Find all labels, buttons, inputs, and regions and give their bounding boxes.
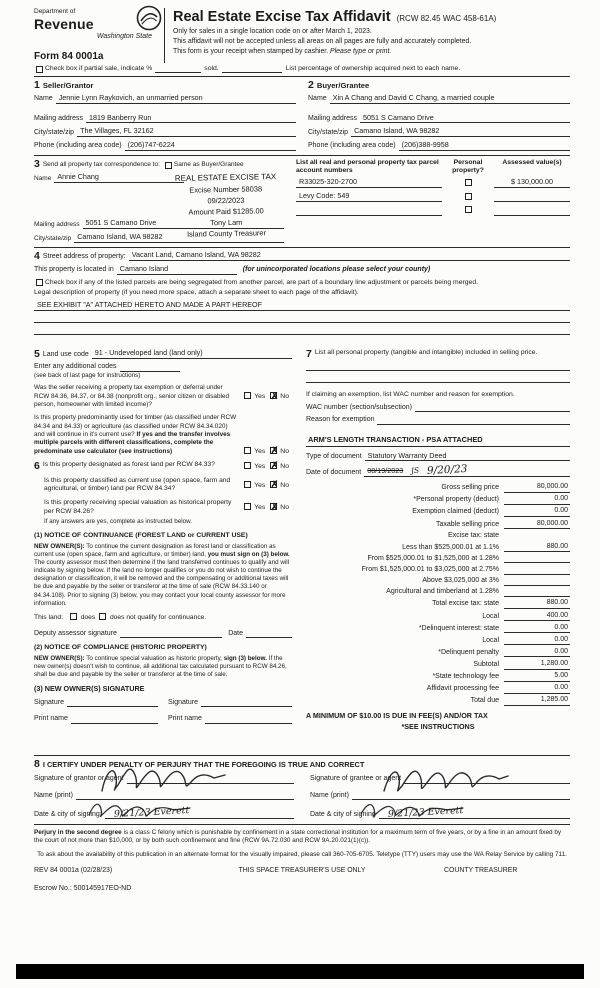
- taxable-selling-price-value[interactable]: 80,000.00: [504, 520, 570, 530]
- tier1-tax-value[interactable]: 880.00: [504, 543, 570, 553]
- buyer-name-label: Name: [308, 94, 327, 102]
- section-2-number: 2: [308, 79, 314, 92]
- reason-exemption-label: Reason for exemption: [306, 416, 375, 424]
- personal-property-checkbox-3[interactable]: [465, 206, 472, 213]
- street-address-field[interactable]: Vacant Land, Camano Island, WA 98282: [129, 251, 570, 261]
- treasurer-use-only-label: THIS SPACE TREASURER'S USE ONLY: [238, 867, 366, 875]
- agricultural-timberland-row: Agricultural and timberland at 1.28%: [306, 588, 570, 597]
- seller-name-field[interactable]: Jennie Lynn Raykovich, an unmarried person: [56, 94, 296, 104]
- total-excise-state-value[interactable]: 880.00: [504, 599, 570, 609]
- sold-label: sold.: [204, 64, 219, 72]
- corrected-document-date: 9/20/23: [427, 463, 469, 478]
- owner-signature-field-1[interactable]: [67, 699, 158, 708]
- certify-title: I CERTIFY UNDER PENALTY OF PERJURY THAT THE FOREGOING IS TRUE AND CORRECT: [42, 760, 365, 770]
- s6q2-no-checkbox[interactable]: [270, 481, 277, 488]
- legal-description-blank-line-2[interactable]: [34, 323, 570, 335]
- state-technology-fee-row: *State technology fee 5.00: [432, 672, 568, 681]
- deputy-date-field[interactable]: [246, 630, 292, 639]
- assessed-values-header: Assessed value(s): [502, 158, 562, 166]
- owner-signature-field-2[interactable]: [201, 699, 292, 708]
- grantee-date-handwriting: 9/21/23 Everett: [387, 805, 464, 821]
- correspondence-left: [34, 159, 284, 243]
- s5q2-no-checkbox[interactable]: [270, 447, 277, 454]
- perjury-statement: Perjury in the second degree is a class C felony which is punishable by confinement in a state correctional institution for a maximum term of five years, or by a fine in an amount fixed by the court of not more than $10,000, or by both such confinement and fine (RCW 9A.72.030 and RCW 9A.20.021(1)(c)).: [34, 829, 562, 845]
- answers-yes-note: If any answers are yes, complete as instructed below.: [44, 518, 192, 526]
- buyer-section: [308, 80, 570, 151]
- exemption-claimed-value[interactable]: 0.00: [504, 507, 570, 517]
- type-of-document-label: Type of document: [306, 452, 362, 460]
- subtotal-value[interactable]: 1,280.00: [504, 660, 570, 670]
- owner-signature-label-1: Signature: [34, 698, 64, 706]
- assessed-value-1-field[interactable]: $ 130,000.00: [494, 178, 570, 188]
- additional-codes-note: (see back of last page for instructions): [34, 371, 141, 379]
- rcw-reference: (RCW 82.45 WAC 458-61A): [396, 14, 497, 23]
- s6q1-no-checkbox[interactable]: [270, 462, 277, 469]
- property-location-section: [34, 251, 570, 335]
- section-1-number: 1: [34, 79, 40, 92]
- corr-name-label: Name: [34, 175, 52, 183]
- county-note: (for unincorporated locations please select your county): [242, 266, 431, 274]
- send-correspondence-label: Send all property tax correspondence to:: [42, 161, 160, 169]
- grantor-date-handwriting: 9/21/23 Everett: [113, 805, 190, 821]
- parcel-row-1: [296, 178, 570, 188]
- gross-selling-price-value[interactable]: 80,000.00: [504, 483, 570, 493]
- seller-phone-field[interactable]: (206)747-6224: [125, 141, 296, 151]
- subtotal-row: Subtotal 1,280.00: [473, 660, 568, 669]
- parcel-2-field[interactable]: Levy Code: 549: [296, 192, 442, 202]
- buyer-phone-label: Phone (including area code): [308, 142, 396, 150]
- ownership-note: List percentage of ownership acquired next to each name.: [285, 64, 461, 72]
- header-note-3: This form is your receipt when stamped by cashier. Please type or print.: [173, 48, 392, 56]
- located-in-field[interactable]: Camano Island: [117, 265, 237, 275]
- total-excise-state-row: Total excise tax: state 880.00: [432, 599, 568, 608]
- additional-codes-label: Enter any additional codes: [34, 363, 117, 371]
- owner-print-label-1: Print name: [34, 715, 68, 723]
- seller-addr-label: Mailing address: [34, 114, 84, 122]
- tier2-tax-value[interactable]: [504, 555, 570, 564]
- grantee-name-field[interactable]: [352, 792, 570, 801]
- deputy-date-label: Date: [228, 629, 243, 637]
- tier1-rate-row: Less than $525,000.01 at 1.1% 880.00: [402, 542, 568, 551]
- located-in-label: This property is located in: [34, 266, 114, 274]
- buyer-phone-field[interactable]: (206)388-9958: [399, 141, 570, 151]
- delinquent-penalty-row: *Delinquent penalty 0.00: [438, 647, 568, 656]
- form-number: Form 84 0001a: [34, 50, 104, 62]
- owner-print-field-2[interactable]: [205, 715, 292, 724]
- notice-of-compliance-text: NEW OWNER(S): To continue special valuation as historic property, sign (3) below. If the new owner(s) doesn't wish to continue, all additional tax calculated pursuant to RCW 84.26, shall be due and payable by the seller or transferor at the time of sale.: [34, 654, 287, 678]
- s6q1-yes-checkbox[interactable]: [244, 462, 251, 469]
- buyer-city-label: City/state/zip: [308, 128, 349, 136]
- notice-of-compliance-title: (2) NOTICE OF COMPLIANCE (HISTORIC PROPERTY): [34, 644, 207, 652]
- section-3-number: 3: [34, 157, 40, 170]
- corr-city-field[interactable]: Camano Island, WA 98282: [74, 233, 284, 243]
- grantee-signature-label: Signature of grantee or agent: [310, 775, 402, 783]
- delinquent-interest-local-row: Local 0.00: [482, 635, 568, 644]
- state-technology-fee-value[interactable]: 5.00: [504, 672, 570, 682]
- segregated-checkbox[interactable]: [36, 279, 43, 286]
- footer-row: [34, 867, 570, 875]
- exemption-note: If claiming an exemption, list WAC number and reason for exemption.: [306, 391, 515, 399]
- legal-description-blank-line-1[interactable]: [34, 311, 570, 323]
- title-block: [173, 8, 570, 63]
- affidavit-processing-fee-value[interactable]: 0.00: [504, 684, 570, 694]
- grantor-date-field[interactable]: [105, 805, 294, 821]
- new-owners-signature-title: (3) NEW OWNER(S) SIGNATURE: [34, 684, 145, 694]
- section-7-number: 7: [306, 347, 312, 360]
- legal-description-field[interactable]: SEE EXHIBIT "A" ATTACHED HERETO AND MADE A PART HEREOF: [34, 301, 570, 311]
- parcel-row-2: [296, 192, 570, 202]
- middle-columns: [34, 349, 570, 751]
- form-title: Real Estate Excise Tax Affidavit: [173, 9, 391, 25]
- land-use-code-field[interactable]: 91 - Undeveloped land (land only): [92, 349, 292, 359]
- parcel-table: [296, 159, 570, 243]
- grantee-certify-cell: [310, 775, 570, 819]
- excise-tax-state-header-row: Excise tax: state: [448, 531, 499, 539]
- amounts-table: [306, 483, 570, 706]
- tier4-tax-value[interactable]: [504, 577, 570, 586]
- wac-number-label: WAC number (section/subsection): [306, 403, 412, 411]
- section-5-number: 5: [34, 347, 40, 360]
- buyer-addr-field[interactable]: 5051 S Camano Drive: [360, 114, 570, 124]
- grantor-name-field[interactable]: [76, 792, 294, 801]
- assessed-value-2-field[interactable]: [494, 194, 570, 203]
- total-due-row: Total due 1,285.00: [470, 696, 568, 705]
- county-treasurer-label: COUNTY TREASURER: [444, 867, 518, 875]
- scan-artifact-bar: [16, 964, 584, 979]
- parcel-1-field[interactable]: R33025-320-2700: [296, 178, 442, 188]
- corr-addr-label: Mailing address: [34, 220, 80, 228]
- form-header: [34, 8, 570, 63]
- seller-section: [34, 80, 296, 151]
- seller-city-field[interactable]: The Villages, FL 32162: [77, 127, 296, 137]
- header-note-2: This affidavit will not be accepted unless all areas on all pages are fully and accurately completed.: [173, 38, 472, 46]
- grantee-signature-field[interactable]: [404, 775, 570, 784]
- continuance-qualify-row: This land: does does not qualify for continuance.: [34, 613, 207, 621]
- buyer-title: Buyer/Grantee: [316, 81, 370, 91]
- does-not-checkbox[interactable]: [99, 613, 106, 620]
- reason-exemption-field[interactable]: [377, 416, 570, 425]
- s5q1-no-checkbox[interactable]: [270, 392, 277, 399]
- rev-number: REV 84 0001a (02/28/23): [34, 867, 113, 875]
- dept-of-label: Department of: [34, 8, 76, 15]
- wac-number-field[interactable]: [415, 404, 570, 413]
- section-6-number: 6: [34, 460, 40, 473]
- historic-property-question: Is this property receiving special valuation as historical property per RCW 84.26? Yes ✗ No: [34, 499, 292, 516]
- deputy-assessor-signature-field[interactable]: [120, 630, 222, 639]
- minimum-due-note: A MINIMUM OF $10.00 IS DUE IN FEE(S) AND/OR TAX: [306, 710, 488, 720]
- personal-property-checkbox-1[interactable]: [465, 179, 472, 186]
- grantor-date-label: Date & city of signing:: [34, 810, 102, 818]
- date-of-document-label: Date of document: [306, 468, 362, 476]
- washington-state-label: Washington State: [96, 33, 152, 40]
- parcel-numbers-header: List all real and personal property tax parcel account numbers: [296, 158, 439, 174]
- seller-name-label: Name: [34, 94, 53, 102]
- s6q2-yes-checkbox[interactable]: [244, 481, 251, 488]
- type-of-document-field[interactable]: Statutory Warranty Deed: [365, 452, 570, 462]
- s6q3-yes-checkbox[interactable]: [244, 503, 251, 510]
- escrow-number: Escrow No.: 500145917EO-ND: [34, 885, 132, 893]
- seller-city-label: City/state/zip: [34, 128, 75, 136]
- dor-logo-block: [34, 8, 156, 63]
- same-as-buyer-label: Same as Buyer/Grantee: [173, 161, 244, 169]
- owner-print-label-2: Print name: [168, 715, 202, 723]
- street-address-label: Street address of property:: [42, 252, 126, 260]
- grantee-name-label: Name (print): [310, 791, 349, 799]
- notice-of-continuance-title: (1) NOTICE OF CONTINUANCE (FOREST LAND or CURRENT USE): [34, 532, 248, 540]
- legal-description-label: Legal description of property (if you need more space, attach a separate sheet to each page of the affidavit).: [34, 289, 359, 297]
- grantee-date-label: Date & city of signing: [310, 810, 376, 818]
- buyer-addr-label: Mailing address: [308, 114, 358, 122]
- notice-of-continuance-text: NEW OWNER(S): To continue the current designation as forest land or classification as current use (open space, farm and agriculture, or timber) land, you must sign on (3) below. The county assessor must then determine if the land transferred continues to qualify and will indicate by signing below. If the land no longer qualifies or you do not wish to continue the designation or classification, it will be removed and the compensating or additional taxes will be due and payable by the seller or transferor at the time of sale (RCW 84.33.140 or 84.34.108). Prior to signing (3) below, you may contact your local county assessor for more information.: [34, 542, 290, 607]
- taxable-selling-price-row: Taxable selling price 80,000.00: [435, 519, 568, 528]
- segregated-text: Check box if any of the listed parcels are being segregated from another parcel, are part of a boundary line adjustment or parcels being merged.: [45, 278, 478, 286]
- corr-city-label: City/state/zip: [34, 234, 72, 242]
- buyer-city-field[interactable]: Camano Island, WA 98282: [351, 127, 570, 137]
- additional-codes-field[interactable]: [120, 363, 180, 372]
- correction-initials: JS: [410, 465, 420, 476]
- timber-agriculture-question: Is this property predominantly used for timber (as classified under RCW 84.34 and 84.33) or agriculture (as classified under RCW 84.34.020) and will continue in it's current use? If yes and the transfer involves multiple parcels with different classifications, complete the predominate use calculator (see instructions) Yes ✗ No: [34, 414, 292, 456]
- ownership-percent-field[interactable]: [222, 65, 282, 74]
- exemption-claimed-row: Exemption claimed (deduct) 0.00: [412, 507, 568, 516]
- parties-section: [34, 80, 570, 151]
- delinquent-penalty-value[interactable]: 0.00: [504, 648, 570, 658]
- seller-title: Seller/Grantor: [42, 81, 94, 91]
- header-divider: [164, 8, 165, 63]
- forest-land-question: 6 Is this property designated as forest land per RCW 84.33? Yes ✗ No: [34, 461, 292, 472]
- assessed-value-3-field[interactable]: [494, 207, 570, 216]
- tier2-rate-row: From $525,000.01 to $1,525,000 at 1.28%: [306, 555, 570, 564]
- deputy-assessor-label: Deputy assessor signature: [34, 629, 117, 637]
- alternate-format-note: To ask about the availability of this publication in an alternate format for the visually impaired, please call 360-705-6705. Teletype (TTY) users may use the WA Relay Service by calling 711.: [37, 850, 567, 858]
- affidavit-processing-fee-row: Affidavit processing fee 0.00: [426, 684, 568, 693]
- personal-property-blank-line-2[interactable]: [306, 371, 570, 383]
- gross-selling-price-row: Gross selling price 80,000.00: [441, 483, 568, 492]
- delinquent-interest-state-value[interactable]: 0.00: [504, 624, 570, 634]
- tier3-rate-row: From $1,525,000.01 to $3,025,000 at 2.75%: [306, 566, 570, 575]
- current-use-question: Is this property classified as current use (open space, farm and agricultural, or timber) land per RCW 84.34? Yes ✗ No: [34, 477, 292, 494]
- parcel-3-field[interactable]: [296, 207, 442, 216]
- personal-property-deduct-row: *Personal property (deduct) 0.00: [413, 495, 568, 504]
- tier3-tax-value[interactable]: [504, 566, 570, 575]
- date-of-document-field[interactable]: [364, 465, 570, 477]
- treasurer-excise-stamp: REAL ESTATE EXCISE TAX Excise Number 58038 09/22/2023 Amount Paid $1285.00 Tony Lam Island County Treasurer: [174, 171, 277, 239]
- left-column: [34, 349, 292, 751]
- same-as-buyer-checkbox[interactable]: [165, 162, 172, 169]
- seller-addr-field[interactable]: 1819 Banberry Run: [86, 114, 296, 124]
- section-8-number: 8: [34, 757, 40, 770]
- owner-print-field-1[interactable]: [71, 715, 158, 724]
- land-use-code-label: Land use code: [42, 350, 89, 358]
- personal-property-blank-line-1[interactable]: [306, 359, 570, 371]
- dor-logo-icon: [136, 5, 162, 35]
- grantor-signature-field[interactable]: [127, 775, 294, 784]
- personal-property-intro: List all personal property (tangible and intangible) included in selling price.: [314, 348, 538, 356]
- grantor-certify-cell: [34, 775, 294, 819]
- certification-section: [34, 759, 570, 819]
- seller-phone-label: Phone (including area code): [34, 142, 122, 150]
- s5q1-yes-checkbox[interactable]: [244, 392, 251, 399]
- s6q3-no-checkbox[interactable]: [270, 503, 277, 510]
- total-due-value[interactable]: 1,285.00: [504, 696, 570, 706]
- partial-sale-row: [34, 65, 570, 74]
- tax-correspondence-section: [34, 159, 570, 243]
- see-instructions-note: *SEE INSTRUCTIONS: [401, 721, 475, 731]
- parcel-row-3: [296, 206, 570, 216]
- partial-sale-checkbox[interactable]: [36, 66, 43, 73]
- total-excise-local-value[interactable]: 400.00: [504, 612, 570, 622]
- header-note-1: Only for sales in a single location code on or after March 1, 2023.: [173, 28, 372, 36]
- original-document-date: 08/19/2023: [367, 466, 404, 476]
- delinquent-interest-local-value[interactable]: 0.00: [504, 636, 570, 646]
- partial-sale-label: Check box if partial sale, indicate %: [45, 64, 153, 72]
- personal-property-header: Personal property?: [452, 158, 484, 174]
- corr-addr-field[interactable]: 5051 S Camano Drive: [83, 219, 284, 229]
- agricultural-tax-value[interactable]: [504, 588, 570, 597]
- section-4-number: 4: [34, 249, 40, 262]
- personal-property-deduct-value[interactable]: 0.00: [504, 495, 570, 505]
- owner-signature-label-2: Signature: [168, 698, 198, 706]
- corr-name-field[interactable]: Annie Chang: [54, 173, 184, 183]
- exemption-deferral-question: Was the seller receiving a property tax exemption or deferral under RCW 84.36, 84.37, or 84.38 (nonprofit org., senior citizen or disabled person, homeowner with limited income)? Yes ✗ No: [34, 384, 292, 409]
- delinquent-interest-state-row: *Delinquent interest: state 0.00: [418, 623, 568, 632]
- partial-percent-field[interactable]: [155, 65, 201, 74]
- grantor-signature-label: Signature of grantor or agent: [34, 775, 124, 783]
- personal-property-checkbox-2[interactable]: [465, 193, 472, 200]
- grantor-name-label: Name (print): [34, 791, 73, 799]
- arms-length-note: ARM'S LENGTH TRANSACTION - PSA ATTACHED: [306, 433, 570, 447]
- revenue-wordmark: Revenue: [34, 15, 94, 32]
- s5q2-yes-checkbox[interactable]: [244, 447, 251, 454]
- does-checkbox[interactable]: [70, 613, 77, 620]
- grantee-date-field[interactable]: [379, 805, 570, 821]
- sale-details-section: [306, 349, 570, 751]
- total-excise-local-row: Local 400.00: [482, 611, 568, 620]
- tier4-rate-row: Above $3,025,000 at 3%: [306, 577, 570, 586]
- buyer-name-field[interactable]: Xin A Chang and David C Chang, a married couple: [330, 94, 570, 104]
